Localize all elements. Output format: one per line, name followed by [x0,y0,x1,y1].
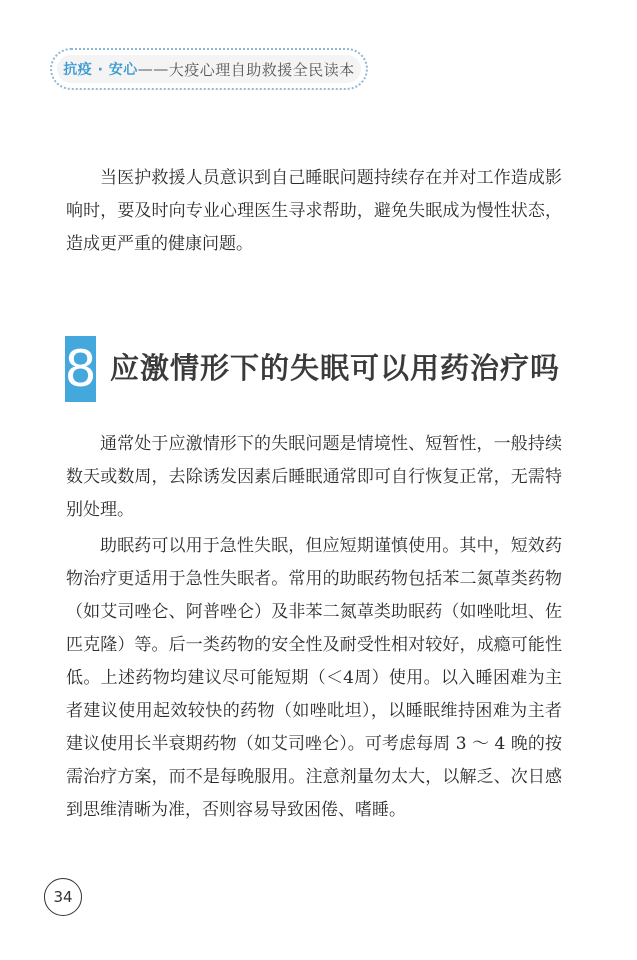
section-number-badge [65,336,96,402]
paragraph-sleep-medication: 助眠药可以用于急性失眠，但应短期谨慎使用。其中，短效药物治疗更适用于急性失眠者。常用的助眠药物包括苯二氮䓬类药物（如艾司唑仑、阿普唑仑）及非苯二氮䓬类助眠药（如唑吡坦、佐匹克隆）等。后一类药物的安全性及耐受性相对较好，成瘾可能性低。上述药物均建议尽可能短期（＜4周）使用。以入睡困难为主者建议使用起效较快的药物（如唑吡坦），以睡眠维持困难为主者建议使用长半衰期药物（如艾司唑仑）。可考虑每周 3 ～ 4 晚的按需治疗方案，而不是每晚服用。注意剂量勿太大，以解乏、次日感到思维清晰为准，否则容易导致困倦、嗜睡。 [66,536,562,820]
header-series-name: 抗疫 · 安心 [63,62,138,78]
header-book-title: 大疫心理自助救援全民读本 [168,60,355,79]
page-number: 34 [44,878,82,916]
running-header [50,48,368,90]
paragraph-situational-insomnia: 通常处于应激情形下的失眠问题是情境性、短暂性，一般持续数天或数周，去除诱发因素后睡眠通常即可自行恢复正常，无需特别处理。 [66,434,562,520]
paragraph-seek-help: 当医护救援人员意识到自己睡眠问题持续存在并对工作造成影响时，要及时向专业心理医生寻求帮助，避免失眠成为慢性状态，造成更严重的健康问题。 [66,168,562,254]
section-heading: 应激情形下的失眠可以用药治疗吗 [110,351,561,385]
header-dash: —— [137,60,169,78]
section-number: 8 [64,340,97,398]
running-header-inner [57,55,361,83]
